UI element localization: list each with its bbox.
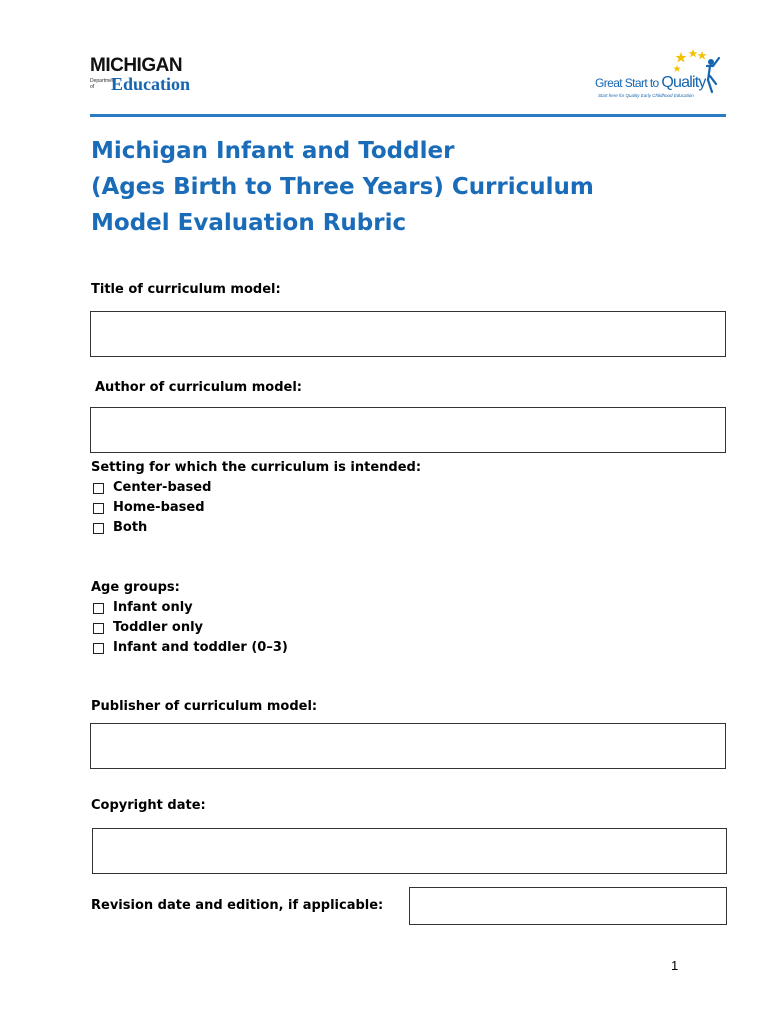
age-options (93, 598, 288, 658)
copyright-field-label: Copyright date: (91, 798, 206, 813)
title-field-label: Title of curriculum model: (91, 282, 281, 297)
age-groups-label: Age groups: (91, 580, 180, 595)
title-field[interactable] (90, 311, 726, 357)
logo-education-word: Education (111, 74, 191, 94)
title-line-1: Michigan Infant and Toddler (91, 138, 455, 164)
publisher-field[interactable] (90, 723, 726, 769)
author-field-label: Author of curriculum model: (95, 380, 303, 395)
revision-field-label: Revision date and edition, if applicable: (91, 898, 384, 913)
author-field[interactable] (90, 407, 726, 453)
title-line-2: (Ages Birth to Three Years) Curriculum (91, 174, 594, 200)
setting-options (93, 478, 211, 538)
setting-option-center[interactable]: Center-based (93, 478, 211, 498)
checkbox-icon[interactable] (93, 643, 104, 654)
age-option-infant[interactable]: Infant only (93, 598, 288, 618)
header-divider (90, 114, 726, 117)
checkbox-icon[interactable] (93, 483, 104, 494)
great-start-to-quality-logo (593, 46, 733, 106)
logo-department-text: Department of (90, 78, 117, 90)
checkbox-icon[interactable] (93, 503, 104, 514)
checkbox-icon[interactable] (93, 523, 104, 534)
copyright-field[interactable] (92, 828, 727, 874)
title-line-3: Model Evaluation Rubric (91, 210, 407, 236)
checkbox-icon[interactable] (93, 603, 104, 614)
setting-option-both[interactable]: Both (93, 518, 211, 538)
setting-label: Setting for which the curriculum is intended: (91, 460, 422, 475)
setting-option-home[interactable]: Home-based (93, 498, 211, 518)
age-option-infant-toddler[interactable]: Infant and toddler (0–3) (93, 638, 288, 658)
logo-gsq-text: Great Start to Quality (595, 74, 706, 91)
age-option-toddler[interactable]: Toddler only (93, 618, 288, 638)
publisher-field-label: Publisher of curriculum model: (91, 699, 318, 714)
logo-michigan-word: MICHIGAN (90, 55, 183, 76)
michigan-education-logo (90, 52, 210, 96)
revision-field[interactable] (409, 887, 727, 925)
document-title (91, 133, 721, 241)
page-number: 1 (671, 958, 679, 973)
logo-gsq-tagline: Start here for Quality Early Childhood Education (598, 93, 694, 98)
checkbox-icon[interactable] (93, 623, 104, 634)
